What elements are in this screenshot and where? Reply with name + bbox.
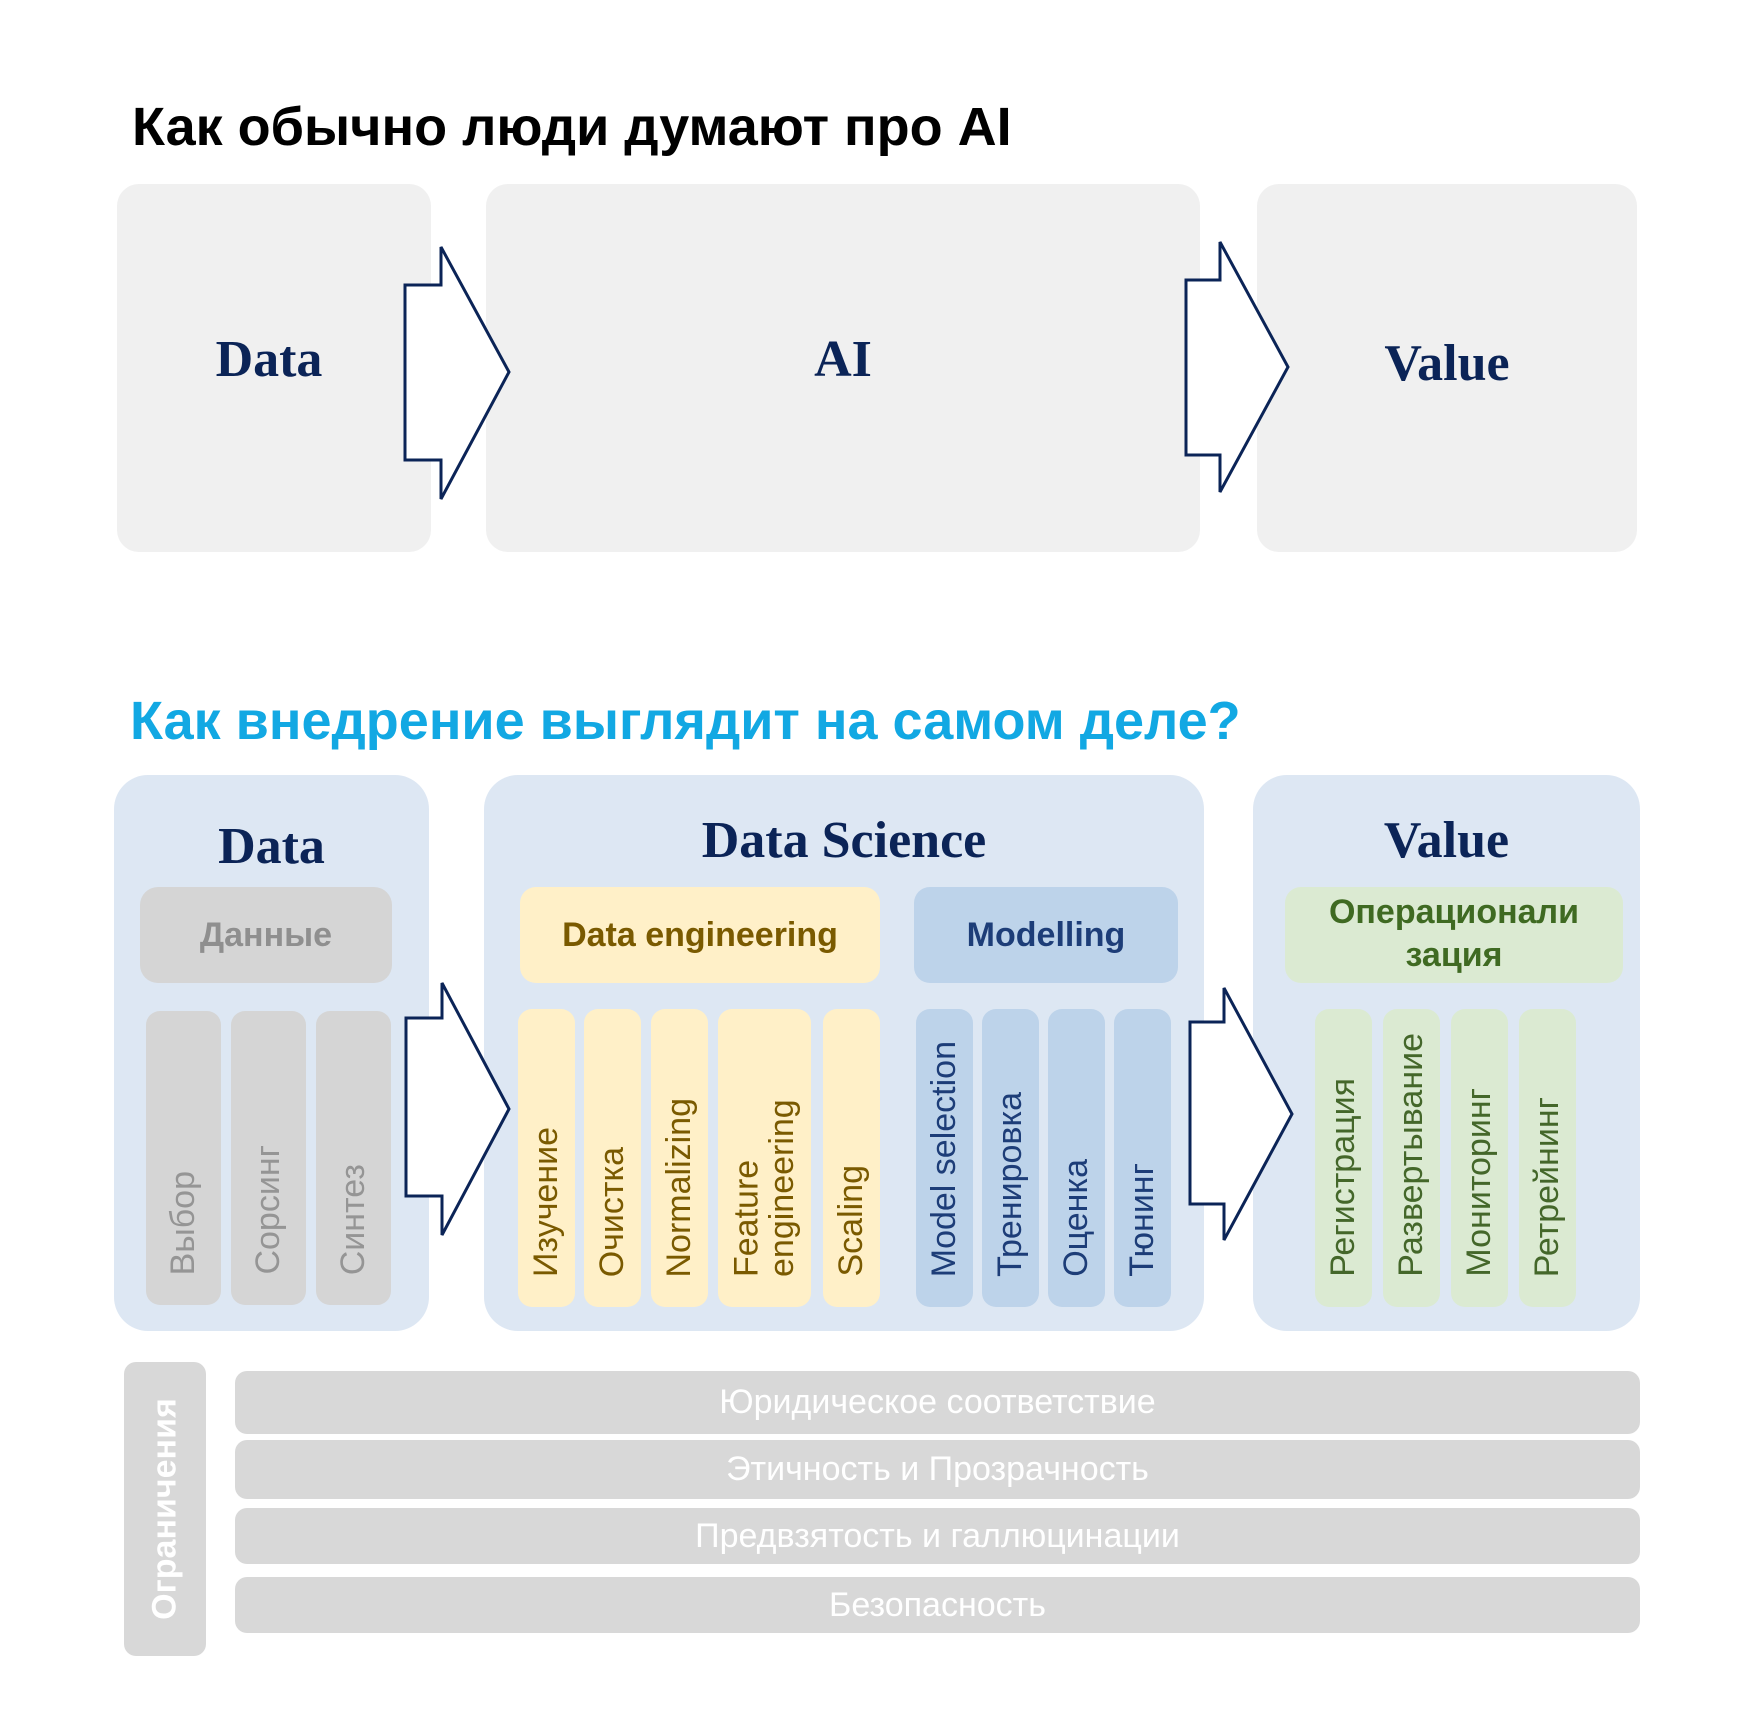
constraints-label-box [124,1362,206,1656]
constraint-bar-legal [235,1371,1640,1434]
constraint-bar-ethics [235,1440,1640,1499]
mod-col-training-label: Тренировка [990,1092,1029,1277]
de-col-normalizing-label: Normalizing [659,1097,698,1277]
constraint-bar-security [235,1577,1640,1633]
data-engineering-label: Data engineering [562,915,838,954]
mod-col-tuning-label: Тюнинг [1122,1163,1161,1277]
bottom-title: Как внедрение выглядит на самом деле? [130,691,1241,751]
val-col-registration-label: Регистрация [1323,1078,1362,1277]
data-col-select-label: Выбор [163,1170,202,1275]
constraint-bar-bias-label: Предвзятость и галлюцинации [695,1516,1180,1555]
value-panel-title: Value [1383,812,1510,869]
de-col-feature-engineering-label: Feature engineering [726,1099,801,1277]
operationalization-line-2: зация [1405,935,1503,974]
constraint-bar-bias [235,1508,1640,1564]
top-value-label: Value [1384,334,1510,392]
val-col-monitoring-label: Мониторинг [1459,1088,1498,1277]
mod-col-model-selection-label: Model selection [924,1040,963,1277]
data-science-title: Data Science [701,812,987,869]
data-header-label: Данные [199,915,333,954]
de-col-scaling-label: Scaling [831,1165,870,1277]
constraint-bar-ethics-label: Этичность и Прозрачность [726,1450,1149,1488]
top-title: Как обычно люди думают про AI [132,97,1012,157]
mod-col-evaluation-label: Оценка [1056,1159,1095,1277]
val-col-retraining-label: Ретрейнинг [1527,1096,1566,1277]
modelling-label: Modelling [966,915,1126,954]
constraint-bar-security-label: Безопасность [829,1585,1046,1624]
de-col-cleaning-label: Очистка [592,1146,631,1277]
bottom-arrow-1-shape [406,983,509,1235]
constraint-bar-legal-label: Юридическое соответствие [719,1383,1156,1421]
data-col-sourcing-label: Сорсинг [248,1145,287,1275]
top-ai-label: AI [814,330,872,388]
de-col-exploration-label: Изучение [526,1127,565,1277]
data-panel-title: Data [218,818,325,875]
operationalization-line-1: Операционали [1328,893,1580,931]
bottom-arrow-2-shape [1190,988,1292,1240]
constraints-label: Ограничения [145,1398,184,1620]
val-col-deployment-label: Развертывание [1391,1033,1430,1277]
data-col-synthesis-label: Синтез [333,1163,372,1275]
top-data-label: Data [215,330,323,388]
